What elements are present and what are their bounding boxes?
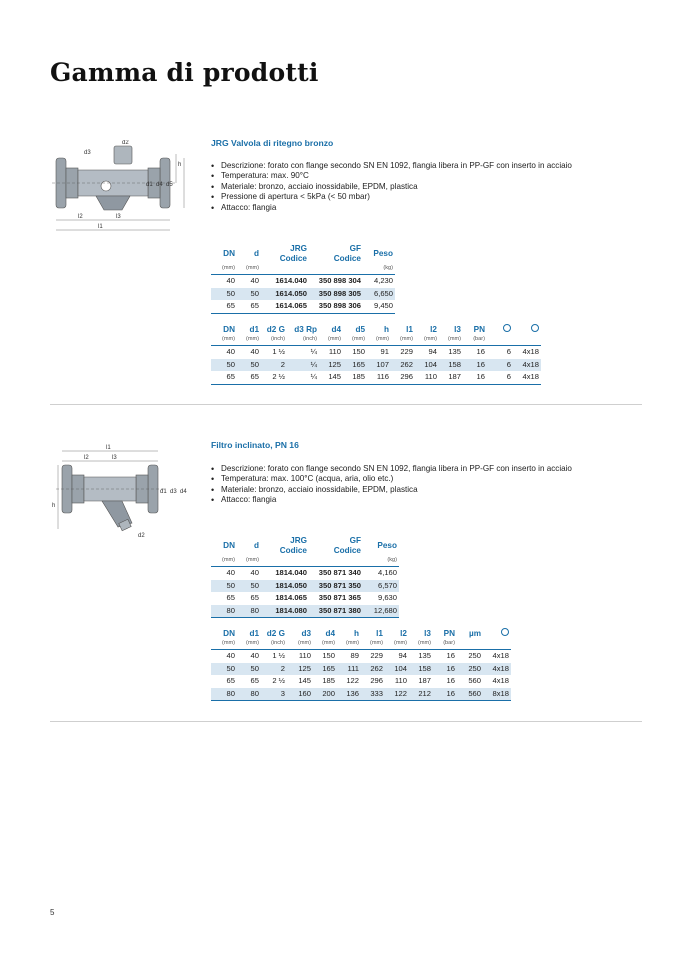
order-code-table bbox=[211, 536, 399, 618]
table-cell: 4,160 bbox=[377, 568, 397, 577]
table-cell: 122 bbox=[385, 688, 409, 701]
table-cell: 160 bbox=[287, 688, 313, 701]
col-unit: (mm) bbox=[409, 639, 433, 650]
col-header: GF Codice bbox=[333, 536, 361, 555]
dim-label-l2: l2 bbox=[78, 214, 83, 220]
table-cell: 80 bbox=[211, 688, 237, 701]
col-header: d bbox=[253, 249, 259, 258]
table-cell: 333 bbox=[361, 688, 385, 701]
dim-label-l1: l1 bbox=[98, 224, 103, 230]
table-cell: 80 bbox=[237, 605, 261, 618]
table-cell: 165 bbox=[313, 663, 337, 676]
table-cell: 2 ½ bbox=[261, 371, 287, 384]
table-row bbox=[211, 592, 399, 605]
table-cell: 1 ½ bbox=[272, 347, 285, 356]
table-cell: 350 898 305 bbox=[309, 288, 363, 301]
col-header: PN bbox=[473, 324, 485, 334]
table-cell: 229 bbox=[370, 651, 383, 660]
table-cell: 94 bbox=[398, 651, 407, 660]
table-cell: 1814.040 bbox=[275, 568, 307, 577]
table-cell: 65 bbox=[211, 371, 237, 384]
col-unit: (mm) bbox=[319, 335, 343, 346]
bolt-holes-icon bbox=[483, 628, 511, 639]
col-unit bbox=[513, 335, 541, 346]
dim-label-d4: d4 bbox=[180, 489, 187, 495]
order-code-table bbox=[211, 244, 395, 314]
col-unit: (kg) bbox=[363, 556, 399, 567]
table-cell: 4x18 bbox=[513, 371, 541, 384]
dim-label-h: h bbox=[178, 162, 182, 168]
table-cell: 296 bbox=[391, 371, 415, 384]
table-cell: 145 bbox=[319, 371, 343, 384]
col-unit: (mm) bbox=[211, 556, 237, 567]
table-cell: 187 bbox=[418, 676, 431, 685]
col-unit: (bar) bbox=[433, 639, 457, 650]
dim-label-l1: l1 bbox=[106, 445, 111, 451]
col-header: JRG Codice bbox=[279, 244, 307, 263]
table-cell: 1614.050 bbox=[261, 288, 309, 301]
table-cell: 125 bbox=[319, 359, 343, 372]
table-cell: 12,680 bbox=[363, 605, 399, 618]
table-cell: 50 bbox=[237, 580, 261, 593]
y-strainer-drawing bbox=[48, 443, 196, 543]
table-cell: 2 ½ bbox=[272, 676, 285, 685]
col-unit: (kg) bbox=[363, 264, 395, 275]
table-cell: 40 bbox=[226, 276, 235, 285]
table-cell: 16 bbox=[446, 676, 455, 685]
table-cell: 40 bbox=[250, 276, 259, 285]
col-unit: (mm) bbox=[237, 556, 261, 567]
col-unit bbox=[261, 264, 309, 275]
table-cell: 16 bbox=[463, 359, 487, 372]
list-item: • Materiale: bronzo, acciaio inossidabile, EPDM, plastica bbox=[211, 485, 631, 495]
col-header: d2 G bbox=[266, 628, 285, 638]
bolt-holes-icon bbox=[513, 324, 541, 335]
section-title: JRG Valvola di ritegno bronzo bbox=[211, 138, 334, 148]
list-item: • Pressione di apertura < 5kPa (< 50 mbar) bbox=[211, 192, 631, 202]
col-header: d2 G bbox=[266, 324, 285, 334]
table-cell: 1814.065 bbox=[275, 593, 307, 602]
table-cell: 50 bbox=[237, 288, 261, 301]
col-unit: (mm) bbox=[211, 264, 237, 275]
list-item: • Attacco: flangia bbox=[211, 203, 631, 213]
table-cell: 65 bbox=[250, 593, 259, 602]
col-unit: (inch) bbox=[261, 335, 287, 346]
table-cell: 262 bbox=[391, 359, 415, 372]
table-row bbox=[211, 275, 395, 288]
col-header: l3 bbox=[454, 324, 461, 334]
col-unit: (inch) bbox=[261, 639, 287, 650]
table-cell: 4x18 bbox=[492, 651, 509, 660]
table-cell: 200 bbox=[313, 688, 337, 701]
table-row bbox=[211, 688, 511, 701]
table-cell: 122 bbox=[346, 676, 359, 685]
table-cell: 212 bbox=[409, 688, 433, 701]
table-cell: 65 bbox=[237, 300, 261, 313]
dim-label-d1: d1 bbox=[160, 489, 167, 495]
table-cell: 104 bbox=[415, 359, 439, 372]
col-unit bbox=[457, 639, 483, 650]
col-unit: (mm) bbox=[385, 639, 409, 650]
table-cell: 2 bbox=[261, 663, 287, 676]
col-header: Peso bbox=[377, 541, 397, 550]
table-cell: 250 bbox=[457, 663, 483, 676]
dim-label-d3: d3 bbox=[170, 489, 177, 495]
table-cell: 65 bbox=[237, 371, 261, 384]
table-cell: 296 bbox=[370, 676, 383, 685]
table-cell: 262 bbox=[361, 663, 385, 676]
table-row bbox=[211, 567, 399, 580]
col-unit: (mm) bbox=[287, 639, 313, 650]
list-item: • Descrizione: forato con flange secondo SN EN 1092, flangia libera in PP-GF con inserto in acciaio bbox=[211, 161, 631, 171]
table-cell: 110 bbox=[415, 371, 439, 384]
table-row bbox=[211, 346, 541, 359]
table-row bbox=[211, 288, 395, 301]
col-header: d1 bbox=[249, 324, 259, 334]
col-unit: (inch) bbox=[287, 335, 319, 346]
col-header: l3 bbox=[424, 628, 431, 638]
section-divider bbox=[50, 404, 642, 405]
table-cell: 104 bbox=[385, 663, 409, 676]
table-cell: 350 871 350 bbox=[309, 580, 363, 593]
table-cell: 135 bbox=[418, 651, 431, 660]
table-row bbox=[211, 650, 511, 663]
col-unit: (mm) bbox=[361, 639, 385, 650]
dim-label-h: h bbox=[52, 503, 56, 509]
col-unit: (mm) bbox=[343, 335, 367, 346]
table-cell: 9,450 bbox=[363, 300, 395, 313]
table-cell: 91 bbox=[380, 347, 389, 356]
table-cell: 6 bbox=[506, 347, 511, 356]
table-cell: 50 bbox=[211, 359, 237, 372]
table-cell: 111 bbox=[337, 663, 361, 676]
table-cell: 107 bbox=[367, 359, 391, 372]
dimensions-table bbox=[211, 324, 541, 385]
table-row bbox=[211, 580, 399, 593]
table-cell: 110 bbox=[394, 676, 407, 685]
col-unit: (mm) bbox=[367, 335, 391, 346]
table-cell: 40 bbox=[250, 347, 259, 356]
table-cell: 65 bbox=[226, 676, 235, 685]
section-title: Filtro inclinato, PN 16 bbox=[211, 440, 299, 450]
col-header: Peso bbox=[373, 249, 393, 258]
col-unit: (mm) bbox=[415, 335, 439, 346]
col-header: d3 bbox=[301, 628, 311, 638]
col-header: l2 bbox=[430, 324, 437, 334]
table-cell: 110 bbox=[298, 651, 311, 660]
table-cell: 150 bbox=[322, 651, 335, 660]
col-unit: (mm) bbox=[211, 335, 237, 346]
table-cell: 229 bbox=[400, 347, 413, 356]
table-cell: 6 bbox=[487, 359, 513, 372]
table-cell: 1614.065 bbox=[261, 300, 309, 313]
col-header: d3 Rp bbox=[294, 324, 317, 334]
table-cell: 65 bbox=[211, 300, 237, 313]
table-cell: 560 bbox=[468, 676, 481, 685]
table-cell: 80 bbox=[237, 688, 261, 701]
table-cell: 1814.080 bbox=[261, 605, 309, 618]
table-cell: 94 bbox=[428, 347, 437, 356]
table-cell: 4x18 bbox=[513, 359, 541, 372]
table-cell: 40 bbox=[250, 651, 259, 660]
table-cell: 350 871 365 bbox=[318, 593, 361, 602]
col-header: GF Codice bbox=[333, 244, 361, 263]
dim-label-d5: d5 bbox=[166, 182, 173, 188]
table-cell: 6,570 bbox=[363, 580, 399, 593]
col-unit: (mm) bbox=[237, 639, 261, 650]
dim-label-d3: d3 bbox=[84, 150, 91, 156]
table-cell: 9,630 bbox=[377, 593, 397, 602]
col-header: µm bbox=[469, 628, 481, 638]
dim-label-d2: d2 bbox=[122, 140, 129, 146]
col-header: l1 bbox=[406, 324, 413, 334]
col-unit bbox=[309, 556, 363, 567]
table-cell: 50 bbox=[237, 663, 261, 676]
col-header: d bbox=[253, 541, 259, 550]
table-cell: 16 bbox=[463, 371, 487, 384]
table-cell: 135 bbox=[448, 347, 461, 356]
col-unit bbox=[309, 264, 363, 275]
table-cell: 4,230 bbox=[373, 276, 393, 285]
col-unit: (mm) bbox=[391, 335, 415, 346]
feature-list bbox=[211, 464, 631, 506]
list-item: • Attacco: flangia bbox=[211, 495, 631, 505]
dim-label-l2: l2 bbox=[84, 455, 89, 461]
table-cell: 8x18 bbox=[483, 688, 511, 701]
table-cell: 65 bbox=[250, 676, 259, 685]
table-cell: 165 bbox=[343, 359, 367, 372]
feature-list bbox=[211, 161, 631, 213]
col-unit: (mm) bbox=[337, 639, 361, 650]
table-cell: 89 bbox=[350, 651, 359, 660]
table-cell: 50 bbox=[211, 288, 237, 301]
table-cell: 350 898 304 bbox=[318, 276, 361, 285]
col-unit bbox=[261, 556, 309, 567]
table-cell: 16 bbox=[476, 347, 485, 356]
dim-label-d1: d1 bbox=[146, 182, 153, 188]
col-header: h bbox=[353, 628, 359, 638]
col-header: h bbox=[383, 324, 389, 334]
table-cell: 145 bbox=[298, 676, 311, 685]
table-cell: 50 bbox=[237, 359, 261, 372]
table-cell: 4x18 bbox=[492, 676, 509, 685]
col-header: l1 bbox=[376, 628, 383, 638]
col-header: DN bbox=[223, 628, 235, 638]
table-row bbox=[211, 663, 511, 676]
table-row bbox=[211, 675, 511, 688]
col-unit: (bar) bbox=[463, 335, 487, 346]
table-cell: 136 bbox=[337, 688, 361, 701]
col-unit: (mm) bbox=[237, 335, 261, 346]
col-unit: (mm) bbox=[211, 639, 237, 650]
table-cell: 110 bbox=[328, 347, 341, 356]
table-cell: 1814.050 bbox=[261, 580, 309, 593]
col-unit bbox=[487, 335, 513, 346]
table-cell: 6 bbox=[487, 371, 513, 384]
table-cell: 40 bbox=[226, 347, 235, 356]
table-cell: ¼ bbox=[287, 371, 319, 384]
table-cell: 4x18 bbox=[522, 347, 539, 356]
page-title: Gamma di prodotti bbox=[50, 58, 319, 87]
table-cell: 65 bbox=[226, 593, 235, 602]
col-header: DN bbox=[223, 541, 235, 550]
col-header: PN bbox=[443, 628, 455, 638]
table-cell: 40 bbox=[250, 568, 259, 577]
table-cell: 16 bbox=[446, 651, 455, 660]
table-cell: 6,650 bbox=[363, 288, 395, 301]
table-cell: 116 bbox=[367, 371, 391, 384]
col-header: d4 bbox=[325, 628, 335, 638]
table-cell: 3 bbox=[261, 688, 287, 701]
table-cell: 1 ½ bbox=[272, 651, 285, 660]
table-cell: 2 bbox=[261, 359, 287, 372]
col-header: d4 bbox=[331, 324, 341, 334]
dim-label-l3: l3 bbox=[116, 214, 121, 220]
table-cell: 16 bbox=[433, 688, 457, 701]
table-cell: 4x18 bbox=[483, 663, 511, 676]
table-cell: 125 bbox=[287, 663, 313, 676]
col-header: d1 bbox=[249, 628, 259, 638]
table-cell: 1614.040 bbox=[275, 276, 307, 285]
table-cell: 40 bbox=[226, 568, 235, 577]
table-cell: 350 871 340 bbox=[318, 568, 361, 577]
page-number: 5 bbox=[50, 908, 55, 917]
col-unit: (mm) bbox=[439, 335, 463, 346]
table-cell: 50 bbox=[211, 580, 237, 593]
section-divider bbox=[50, 721, 642, 722]
dim-label-d2: d2 bbox=[138, 533, 145, 539]
col-header: DN bbox=[223, 324, 235, 334]
col-header: JRG Codice bbox=[279, 536, 307, 555]
table-cell: 158 bbox=[439, 359, 463, 372]
table-cell: 150 bbox=[352, 347, 365, 356]
bolt-count-icon bbox=[487, 324, 513, 335]
col-unit: (mm) bbox=[237, 264, 261, 275]
table-cell: 40 bbox=[226, 651, 235, 660]
dim-label-l3: l3 bbox=[112, 455, 117, 461]
list-item: • Descrizione: forato con flange secondo SN EN 1092, flangia libera in PP-GF con inserto in acciaio bbox=[211, 464, 631, 474]
table-row bbox=[211, 300, 395, 313]
table-cell: 80 bbox=[211, 605, 237, 618]
table-cell: 158 bbox=[409, 663, 433, 676]
col-unit: (mm) bbox=[313, 639, 337, 650]
col-header: d5 bbox=[355, 324, 365, 334]
check-valve-drawing bbox=[48, 140, 196, 240]
dim-label-d4: d4 bbox=[156, 182, 163, 188]
list-item: • Temperatura: max. 90°C bbox=[211, 171, 631, 181]
table-cell: 560 bbox=[457, 688, 483, 701]
table-cell: 50 bbox=[211, 663, 237, 676]
col-header: DN bbox=[223, 249, 235, 258]
table-cell: 187 bbox=[439, 371, 463, 384]
table-cell: ¼ bbox=[287, 359, 319, 372]
table-cell: 350 871 380 bbox=[309, 605, 363, 618]
table-row bbox=[211, 605, 399, 618]
table-cell: 16 bbox=[433, 663, 457, 676]
list-item: • Materiale: bronzo, acciaio inossidabile, EPDM, plastica bbox=[211, 182, 631, 192]
list-item: • Temperatura: max. 100°C (acqua, aria, olio etc.) bbox=[211, 474, 631, 484]
col-header: l2 bbox=[400, 628, 407, 638]
table-cell: 250 bbox=[468, 651, 481, 660]
table-row bbox=[211, 359, 541, 372]
dimensions-table bbox=[211, 628, 511, 701]
table-cell: ¼ bbox=[310, 347, 317, 356]
table-cell: 350 898 306 bbox=[309, 300, 363, 313]
table-row bbox=[211, 371, 541, 384]
table-cell: 185 bbox=[322, 676, 335, 685]
table-cell: 185 bbox=[343, 371, 367, 384]
col-unit bbox=[483, 639, 511, 650]
